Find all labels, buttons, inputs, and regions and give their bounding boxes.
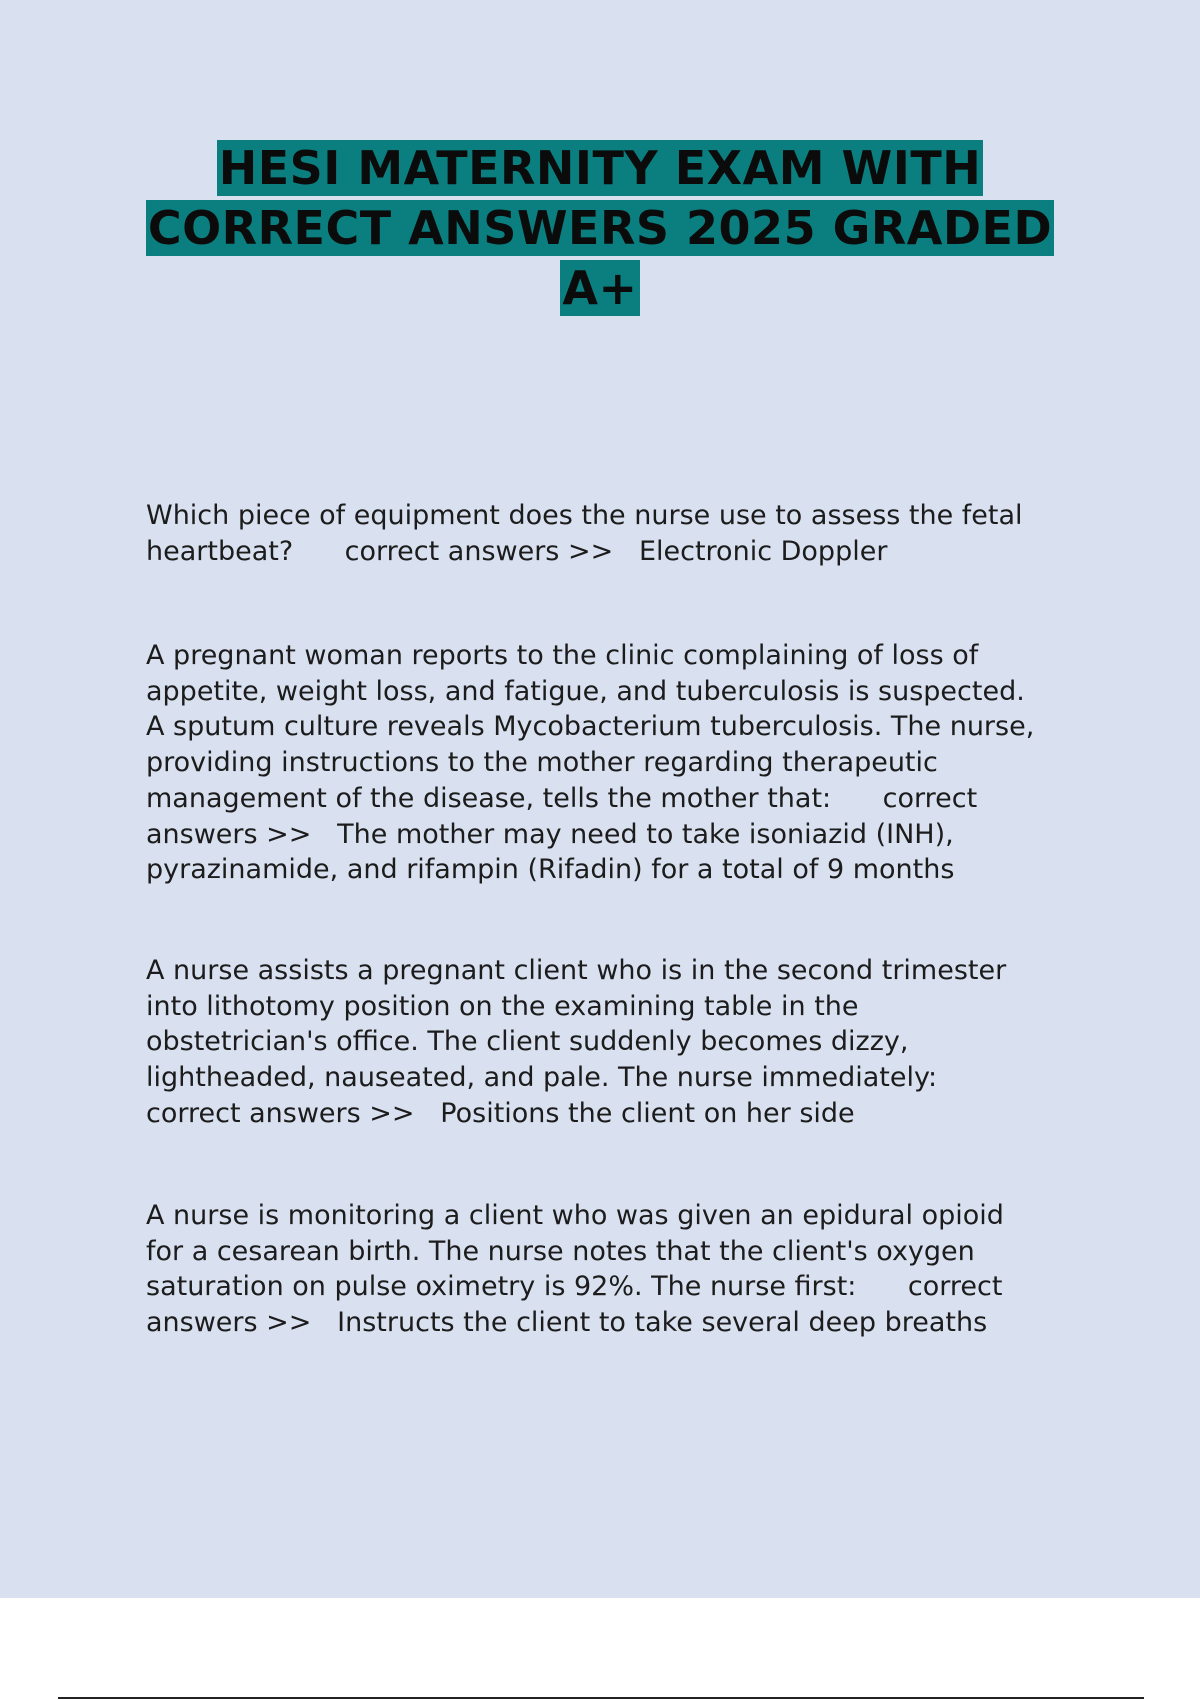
- title-line: [0, 140, 1200, 200]
- title-line-text: CORRECT ANSWERS 2025 GRADED: [147, 201, 1053, 255]
- footer-divider: [58, 1697, 1144, 1699]
- title-line-text: A+: [562, 261, 638, 315]
- title-line: [0, 260, 1200, 320]
- question-answer-4: A nurse is monitoring a client who was given an epidural opioid for a cesarean birth. The nurse notes that the client's oxygen saturation on pulse oximetry is 92%. The nurse first: correct answers >> Instructs the client to take several deep breaths: [146, 1200, 1004, 1339]
- title-line-text: HESI MATERNITY EXAM WITH: [218, 141, 982, 195]
- document-title: [0, 140, 1200, 320]
- question-answer-1: Which piece of equipment does the nurse use to assess the fetal heartbeat? correct answers >> Electronic Doppler: [146, 500, 1023, 567]
- question-answer-3: A nurse assists a pregnant client who is in the second trimester into lithotomy position on the examining table in the obstetrician's office. The client suddenly becomes dizzy, lightheaded, nauseated, and pale. The nurse immediately: correct answers >> Positions the client on her side: [146, 955, 1007, 1129]
- title-line: [0, 200, 1200, 260]
- question-answer-2: A pregnant woman reports to the clinic complaining of loss of appetite, weight loss, and fatigue, and tuberculosis is suspected. A sputum culture reveals Mycobacterium tuberculosis. The nurse, providing instructions to the mother regarding therapeutic management of the disease, tells the mother that: correct answers >> The mother may need to take isoniazid (INH), pyrazinamide, and rifampin (Rifadin) for a total of 9 months: [146, 640, 1035, 886]
